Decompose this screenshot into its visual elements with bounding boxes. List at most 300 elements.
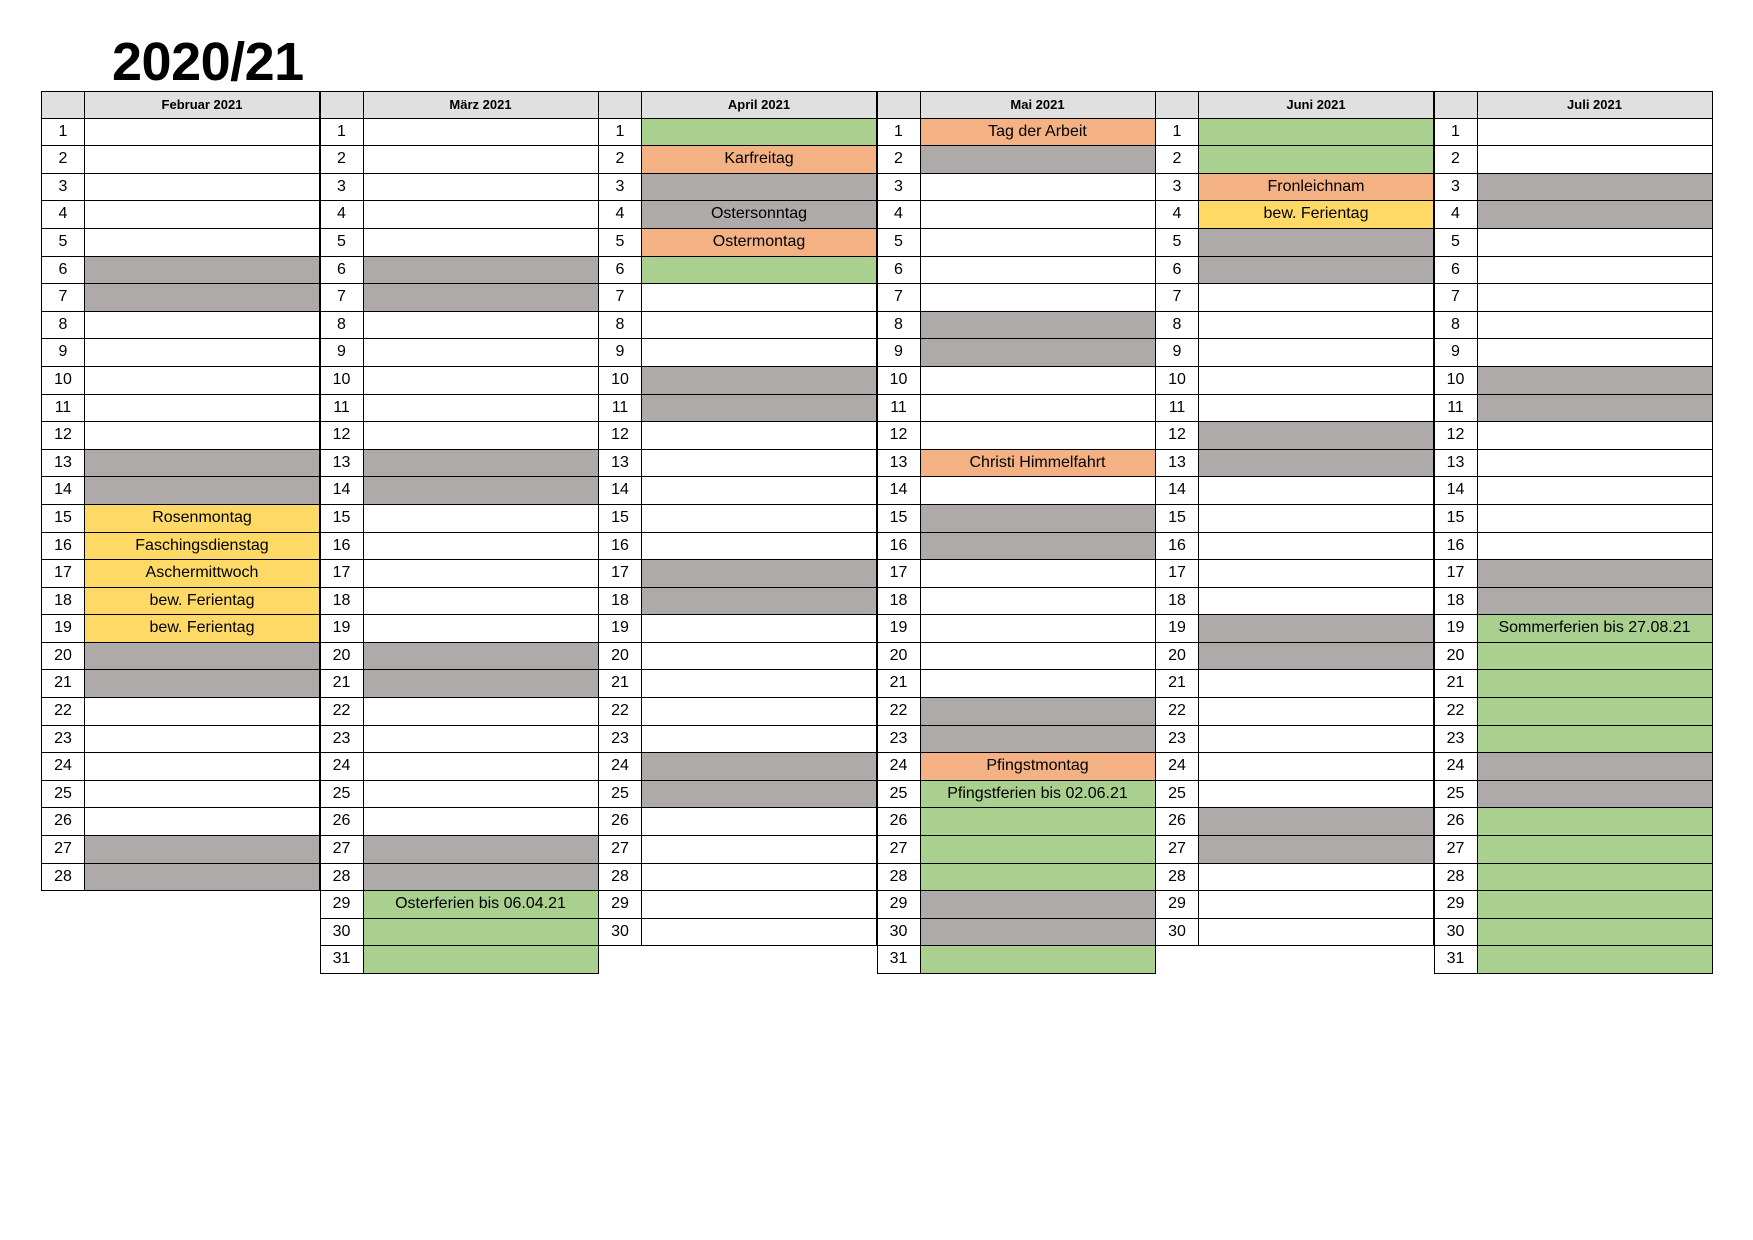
day-cell: Rosenmontag	[85, 505, 320, 532]
month-header: März 2021	[364, 92, 599, 118]
day-number: 9	[599, 339, 642, 366]
day-row	[878, 864, 1156, 892]
day-cell	[921, 395, 1156, 422]
day-cell	[921, 726, 1156, 753]
month-header-row	[878, 91, 1156, 119]
day-number: 23	[878, 726, 921, 753]
day-number: 25	[1156, 781, 1199, 808]
day-row	[878, 753, 1156, 781]
day-row	[321, 864, 599, 892]
day-number: 2	[1156, 146, 1199, 173]
day-row	[321, 201, 599, 229]
day-row	[321, 643, 599, 671]
day-cell	[642, 919, 877, 946]
day-row	[321, 450, 599, 478]
day-number: 22	[599, 698, 642, 725]
day-row	[878, 836, 1156, 864]
day-row	[321, 698, 599, 726]
day-cell	[1478, 339, 1713, 366]
day-cell	[642, 726, 877, 753]
day-row	[1156, 422, 1434, 450]
day-cell: Ostermontag	[642, 229, 877, 256]
day-number: 18	[599, 588, 642, 615]
day-number: 22	[1435, 698, 1478, 725]
day-number: 20	[1435, 643, 1478, 670]
day-row	[321, 119, 599, 147]
day-row	[599, 339, 877, 367]
day-cell	[85, 119, 320, 146]
day-row	[321, 312, 599, 340]
day-cell	[364, 229, 599, 256]
day-row	[878, 808, 1156, 836]
day-number: 27	[878, 836, 921, 863]
day-row	[42, 533, 320, 561]
day-row	[878, 670, 1156, 698]
day-row	[1156, 477, 1434, 505]
day-cell	[921, 312, 1156, 339]
day-row	[878, 146, 1156, 174]
day-number: 10	[321, 367, 364, 394]
day-number: 5	[599, 229, 642, 256]
day-row	[1156, 836, 1434, 864]
day-cell	[364, 201, 599, 228]
day-row	[599, 808, 877, 836]
day-row	[599, 588, 877, 616]
day-row	[1435, 174, 1713, 202]
day-row	[1435, 864, 1713, 892]
day-row	[599, 505, 877, 533]
day-row	[42, 284, 320, 312]
day-cell	[642, 450, 877, 477]
day-number: 10	[42, 367, 85, 394]
day-number: 16	[321, 533, 364, 560]
day-number: 15	[878, 505, 921, 532]
day-cell	[1199, 891, 1434, 918]
day-number: 28	[321, 864, 364, 891]
day-cell: bew. Ferientag	[1199, 201, 1434, 228]
day-cell	[1199, 119, 1434, 146]
day-cell	[1478, 698, 1713, 725]
day-number: 24	[599, 753, 642, 780]
day-row	[321, 781, 599, 809]
day-cell	[642, 753, 877, 780]
day-row	[878, 505, 1156, 533]
day-cell	[1199, 670, 1434, 697]
day-row	[878, 533, 1156, 561]
day-row	[1156, 174, 1434, 202]
day-cell	[364, 615, 599, 642]
day-cell	[921, 808, 1156, 835]
day-number: 5	[878, 229, 921, 256]
day-cell: bew. Ferientag	[85, 588, 320, 615]
day-row	[1156, 781, 1434, 809]
day-row	[42, 670, 320, 698]
day-number: 25	[599, 781, 642, 808]
month-column	[41, 91, 320, 891]
day-row	[1156, 808, 1434, 836]
day-number: 12	[1156, 422, 1199, 449]
day-number: 21	[42, 670, 85, 697]
day-row	[42, 643, 320, 671]
day-number: 3	[42, 174, 85, 201]
day-row	[1435, 670, 1713, 698]
day-number: 7	[878, 284, 921, 311]
day-number: 22	[1156, 698, 1199, 725]
day-row	[42, 864, 320, 892]
day-number: 19	[1156, 615, 1199, 642]
day-row	[1435, 946, 1713, 974]
day-cell: Aschermittwoch	[85, 560, 320, 587]
day-row	[1156, 339, 1434, 367]
day-number: 6	[1156, 257, 1199, 284]
day-cell	[921, 146, 1156, 173]
day-row	[1435, 533, 1713, 561]
day-row	[1156, 919, 1434, 947]
day-cell	[921, 643, 1156, 670]
day-cell	[1478, 422, 1713, 449]
day-cell	[642, 477, 877, 504]
day-row	[321, 284, 599, 312]
day-row	[599, 753, 877, 781]
day-number: 3	[1156, 174, 1199, 201]
day-cell	[642, 284, 877, 311]
day-number: 20	[1156, 643, 1199, 670]
day-row	[42, 257, 320, 285]
day-cell	[921, 836, 1156, 863]
day-number: 26	[321, 808, 364, 835]
page-title: 2020/21	[112, 32, 304, 92]
day-number: 26	[1435, 808, 1478, 835]
day-number: 12	[599, 422, 642, 449]
day-number: 24	[1156, 753, 1199, 780]
day-number: 19	[1435, 615, 1478, 642]
day-row	[1156, 367, 1434, 395]
day-row	[599, 615, 877, 643]
day-row	[1156, 643, 1434, 671]
day-row	[42, 146, 320, 174]
day-cell	[364, 533, 599, 560]
day-cell	[1199, 836, 1434, 863]
day-row	[1435, 643, 1713, 671]
day-row	[878, 174, 1156, 202]
day-row	[42, 367, 320, 395]
day-number-header	[1435, 92, 1478, 118]
day-row	[878, 284, 1156, 312]
day-row	[1435, 836, 1713, 864]
day-cell	[85, 477, 320, 504]
day-row	[321, 836, 599, 864]
day-number: 1	[878, 119, 921, 146]
month-column	[1434, 91, 1713, 974]
day-number: 11	[1156, 395, 1199, 422]
day-number: 8	[1435, 312, 1478, 339]
day-row	[599, 864, 877, 892]
day-number: 29	[1156, 891, 1199, 918]
day-cell	[921, 284, 1156, 311]
day-number: 7	[321, 284, 364, 311]
day-row	[878, 367, 1156, 395]
day-row	[1156, 395, 1434, 423]
day-cell	[921, 560, 1156, 587]
day-cell	[364, 808, 599, 835]
day-number: 15	[1156, 505, 1199, 532]
day-row	[878, 422, 1156, 450]
day-row	[321, 560, 599, 588]
day-cell	[921, 698, 1156, 725]
day-row	[1435, 395, 1713, 423]
day-number-header	[878, 92, 921, 118]
day-cell	[1478, 477, 1713, 504]
day-cell	[642, 119, 877, 146]
day-number: 20	[599, 643, 642, 670]
day-cell: Ostersonntag	[642, 201, 877, 228]
day-row	[599, 560, 877, 588]
day-cell: Christi Himmelfahrt	[921, 450, 1156, 477]
day-cell	[1478, 919, 1713, 946]
day-row	[1156, 146, 1434, 174]
day-row	[599, 450, 877, 478]
day-cell	[1478, 174, 1713, 201]
day-row	[321, 422, 599, 450]
day-row	[1435, 146, 1713, 174]
day-number: 19	[599, 615, 642, 642]
month-header: Juli 2021	[1478, 92, 1713, 118]
day-cell	[1478, 505, 1713, 532]
day-row	[321, 753, 599, 781]
day-cell	[1199, 367, 1434, 394]
day-row	[878, 946, 1156, 974]
day-number-header	[42, 92, 85, 118]
day-number: 11	[878, 395, 921, 422]
day-row	[599, 201, 877, 229]
day-cell	[85, 229, 320, 256]
day-row	[599, 533, 877, 561]
day-row	[878, 339, 1156, 367]
day-row	[878, 201, 1156, 229]
day-number: 26	[599, 808, 642, 835]
day-cell: Karfreitag	[642, 146, 877, 173]
day-row	[599, 395, 877, 423]
day-row	[42, 588, 320, 616]
day-row	[1435, 229, 1713, 257]
day-row	[42, 477, 320, 505]
day-number: 5	[321, 229, 364, 256]
day-cell	[364, 395, 599, 422]
day-row	[1435, 284, 1713, 312]
day-cell	[642, 560, 877, 587]
day-row	[878, 229, 1156, 257]
day-number: 3	[321, 174, 364, 201]
day-number: 6	[1435, 257, 1478, 284]
day-number: 7	[1156, 284, 1199, 311]
day-number-header	[321, 92, 364, 118]
day-number: 5	[1156, 229, 1199, 256]
day-cell	[642, 891, 877, 918]
day-number: 2	[321, 146, 364, 173]
day-cell	[1199, 229, 1434, 256]
day-cell	[85, 284, 320, 311]
day-row	[42, 726, 320, 754]
day-number: 21	[599, 670, 642, 697]
day-row	[599, 146, 877, 174]
day-cell	[364, 698, 599, 725]
day-cell	[85, 698, 320, 725]
month-header: Mai 2021	[921, 92, 1156, 118]
day-cell	[85, 450, 320, 477]
day-number: 27	[321, 836, 364, 863]
day-cell	[921, 229, 1156, 256]
day-cell	[1199, 450, 1434, 477]
month-header-row	[42, 91, 320, 119]
day-number: 28	[599, 864, 642, 891]
day-row	[878, 560, 1156, 588]
day-cell	[921, 367, 1156, 394]
day-number: 27	[1435, 836, 1478, 863]
day-number: 9	[1435, 339, 1478, 366]
day-number: 6	[878, 257, 921, 284]
day-row	[878, 615, 1156, 643]
day-row	[1435, 505, 1713, 533]
day-number: 3	[878, 174, 921, 201]
day-cell	[1478, 119, 1713, 146]
day-row	[1435, 422, 1713, 450]
day-number: 22	[878, 698, 921, 725]
day-cell	[364, 174, 599, 201]
day-row	[321, 588, 599, 616]
day-row	[599, 422, 877, 450]
day-row	[599, 367, 877, 395]
day-row	[1156, 560, 1434, 588]
day-cell	[364, 864, 599, 891]
day-cell	[1199, 560, 1434, 587]
day-cell	[1199, 753, 1434, 780]
day-cell	[1199, 615, 1434, 642]
day-row	[1435, 781, 1713, 809]
day-number: 8	[1156, 312, 1199, 339]
day-row	[42, 450, 320, 478]
day-cell	[364, 588, 599, 615]
day-cell	[642, 670, 877, 697]
day-number: 26	[42, 808, 85, 835]
day-number: 8	[321, 312, 364, 339]
day-cell	[1199, 257, 1434, 284]
day-number: 14	[878, 477, 921, 504]
day-cell	[85, 781, 320, 808]
day-row	[1435, 450, 1713, 478]
day-number: 15	[321, 505, 364, 532]
day-number: 14	[599, 477, 642, 504]
day-row	[599, 919, 877, 947]
day-number: 20	[321, 643, 364, 670]
day-row	[42, 560, 320, 588]
day-cell	[1199, 505, 1434, 532]
day-cell	[1199, 146, 1434, 173]
day-row	[1156, 698, 1434, 726]
day-number: 15	[42, 505, 85, 532]
day-number: 14	[1156, 477, 1199, 504]
day-number: 21	[1435, 670, 1478, 697]
day-row	[599, 174, 877, 202]
day-row	[42, 698, 320, 726]
day-number: 1	[1156, 119, 1199, 146]
day-number: 25	[42, 781, 85, 808]
day-number: 24	[42, 753, 85, 780]
day-row	[42, 395, 320, 423]
day-cell	[85, 808, 320, 835]
day-row	[1156, 229, 1434, 257]
day-cell	[85, 146, 320, 173]
day-cell	[642, 808, 877, 835]
day-number: 15	[1435, 505, 1478, 532]
day-cell	[1199, 312, 1434, 339]
day-row	[599, 781, 877, 809]
day-cell	[1478, 946, 1713, 973]
day-row	[1156, 201, 1434, 229]
day-number: 30	[1156, 919, 1199, 946]
day-row	[42, 119, 320, 147]
day-number: 12	[878, 422, 921, 449]
day-row	[321, 174, 599, 202]
day-cell	[921, 588, 1156, 615]
day-number: 9	[321, 339, 364, 366]
day-number: 2	[878, 146, 921, 173]
day-cell	[642, 588, 877, 615]
day-number: 14	[1435, 477, 1478, 504]
day-cell	[1478, 533, 1713, 560]
day-number: 11	[599, 395, 642, 422]
day-cell	[1478, 450, 1713, 477]
day-cell	[1478, 808, 1713, 835]
day-number: 17	[42, 560, 85, 587]
day-number: 12	[321, 422, 364, 449]
day-number: 20	[878, 643, 921, 670]
day-cell: bew. Ferientag	[85, 615, 320, 642]
day-cell	[364, 339, 599, 366]
day-number: 4	[878, 201, 921, 228]
day-number: 1	[599, 119, 642, 146]
day-number-header	[1156, 92, 1199, 118]
day-number: 31	[878, 946, 921, 973]
day-row	[321, 533, 599, 561]
day-number: 7	[599, 284, 642, 311]
day-row	[42, 615, 320, 643]
day-row	[321, 615, 599, 643]
day-cell	[1478, 864, 1713, 891]
month-column	[598, 91, 877, 946]
day-cell	[364, 312, 599, 339]
day-cell	[1199, 781, 1434, 808]
day-cell	[364, 367, 599, 394]
day-number: 23	[1156, 726, 1199, 753]
day-number: 28	[1156, 864, 1199, 891]
day-number: 5	[42, 229, 85, 256]
day-number: 5	[1435, 229, 1478, 256]
day-number: 12	[42, 422, 85, 449]
day-cell	[364, 726, 599, 753]
day-number: 4	[1156, 201, 1199, 228]
day-cell	[364, 257, 599, 284]
day-cell	[1478, 726, 1713, 753]
day-number: 2	[42, 146, 85, 173]
day-cell	[85, 726, 320, 753]
day-row	[599, 891, 877, 919]
day-number: 22	[321, 698, 364, 725]
day-cell	[85, 395, 320, 422]
day-number: 10	[1435, 367, 1478, 394]
day-row	[1435, 588, 1713, 616]
day-row	[878, 919, 1156, 947]
day-number: 23	[599, 726, 642, 753]
